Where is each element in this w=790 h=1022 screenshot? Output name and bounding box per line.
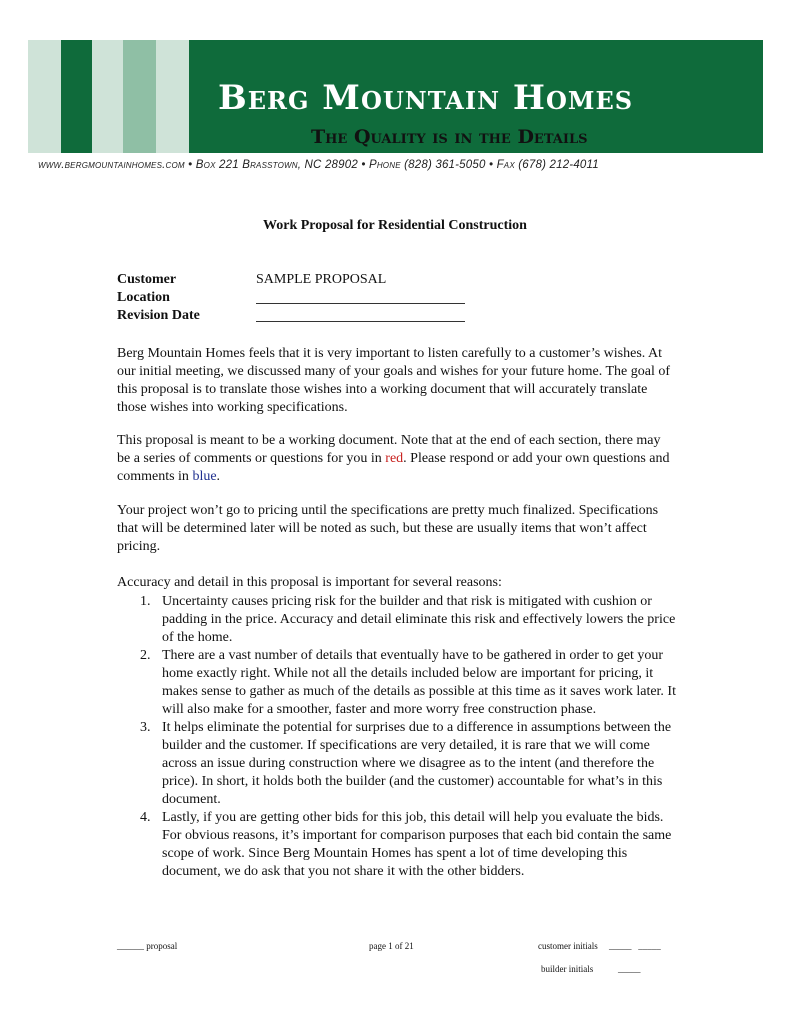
reasons-list bbox=[117, 593, 682, 881]
para2-text-3: . bbox=[216, 469, 221, 484]
list-number: 3. bbox=[140, 720, 151, 735]
customer-label: Customer bbox=[117, 272, 177, 287]
customer-field bbox=[117, 272, 386, 288]
blue-word: blue bbox=[192, 469, 217, 484]
banner-stripe bbox=[123, 40, 156, 153]
list-number: 1. bbox=[140, 594, 151, 609]
header-banner bbox=[28, 40, 763, 153]
list-number: 4. bbox=[140, 810, 151, 825]
customer-value: SAMPLE PROPOSAL bbox=[256, 272, 387, 287]
location-blank bbox=[256, 290, 465, 304]
footer-builder-initials: builder initials _____ bbox=[541, 964, 641, 974]
location-label: Location bbox=[117, 290, 170, 305]
banner-stripe bbox=[92, 40, 123, 153]
location-field bbox=[117, 290, 465, 306]
contact-line: www.bergmountainhomes.com • Box 221 Brasstown, NC 28902 • Phone (828) 361-5050 • Fax (678) 212-4011 bbox=[38, 159, 599, 171]
pricing-paragraph: Your project won’t go to pricing until the specifications are pretty much finalized. Specifications that will be determined later will be noted as such, but these are usually items that won’t affect pricing. bbox=[117, 503, 659, 554]
list-item bbox=[117, 809, 682, 881]
document-title: Work Proposal for Residential Construction bbox=[263, 218, 527, 233]
footer-customer-initials: customer initials _____ _____ bbox=[538, 941, 661, 951]
red-word: red bbox=[385, 451, 404, 466]
list-text: Lastly, if you are getting other bids for this job, this detail will help you evaluate the bids. For obvious reasons, it’s important for comparison purposes that each bid contain the same scope of work. Since Berg Mountain Homes has spent a lot of time developing this document, we do ask that you not share it with the other bidders. bbox=[162, 810, 672, 879]
working-document-paragraph bbox=[117, 432, 677, 486]
para2-text-2: . Please respond or add your own questions and comments in bbox=[117, 451, 670, 484]
company-name: Berg Mountain Homes bbox=[218, 78, 634, 118]
revision-date-label: Revision Date bbox=[117, 308, 200, 323]
revision-date-blank bbox=[256, 308, 465, 322]
list-number: 2. bbox=[140, 648, 151, 663]
list-text: There are a vast number of details that eventually have to be gathered in order to get your home exactly right. While not all the details included below are important for pricing, it makes sense to gather as much of the details as possible at this time as it saves work later. It will also make for a smoother, faster and more worry free construction phase. bbox=[162, 648, 676, 717]
para2-text-1: This proposal is meant to be a working document. Note that at the end of each section, there may be a series of comments or questions for you in bbox=[117, 433, 661, 466]
list-item bbox=[117, 719, 682, 809]
company-tagline: The Quality is in the Details bbox=[311, 126, 588, 148]
intro-paragraph: Berg Mountain Homes feels that it is very important to listen carefully to a customer’s wishes. At our initial meeting, we discussed many of your goals and wishes for your future home. The goal of this proposal is to translate those wishes into a working document that will accurately translate those wishes into working specifications. bbox=[117, 346, 671, 415]
footer-page-number: page 1 of 21 bbox=[369, 941, 414, 951]
banner-stripe bbox=[61, 40, 92, 153]
list-item bbox=[117, 593, 682, 647]
revision-date-field bbox=[117, 308, 465, 324]
accuracy-intro: Accuracy and detail in this proposal is important for several reasons: bbox=[117, 575, 502, 590]
banner-stripe bbox=[156, 40, 189, 153]
banner-stripe bbox=[28, 40, 61, 153]
list-text: It helps eliminate the potential for surprises due to a difference in assumptions between the builder and the customer. If specifications are very detailed, it is rare that we will come across an issue during construction where we disagree as to the intent (and therefore the price). In short, it holds both the builder (and the customer) accountable for what’s in this document. bbox=[162, 720, 672, 807]
list-item bbox=[117, 647, 682, 719]
footer-proposal: ______ proposal bbox=[117, 941, 178, 951]
list-text: Uncertainty causes pricing risk for the builder and that risk is mitigated with cushion or padding in the price. Accuracy and detail eliminate this risk and effectively lowers the price of the home. bbox=[162, 594, 676, 645]
